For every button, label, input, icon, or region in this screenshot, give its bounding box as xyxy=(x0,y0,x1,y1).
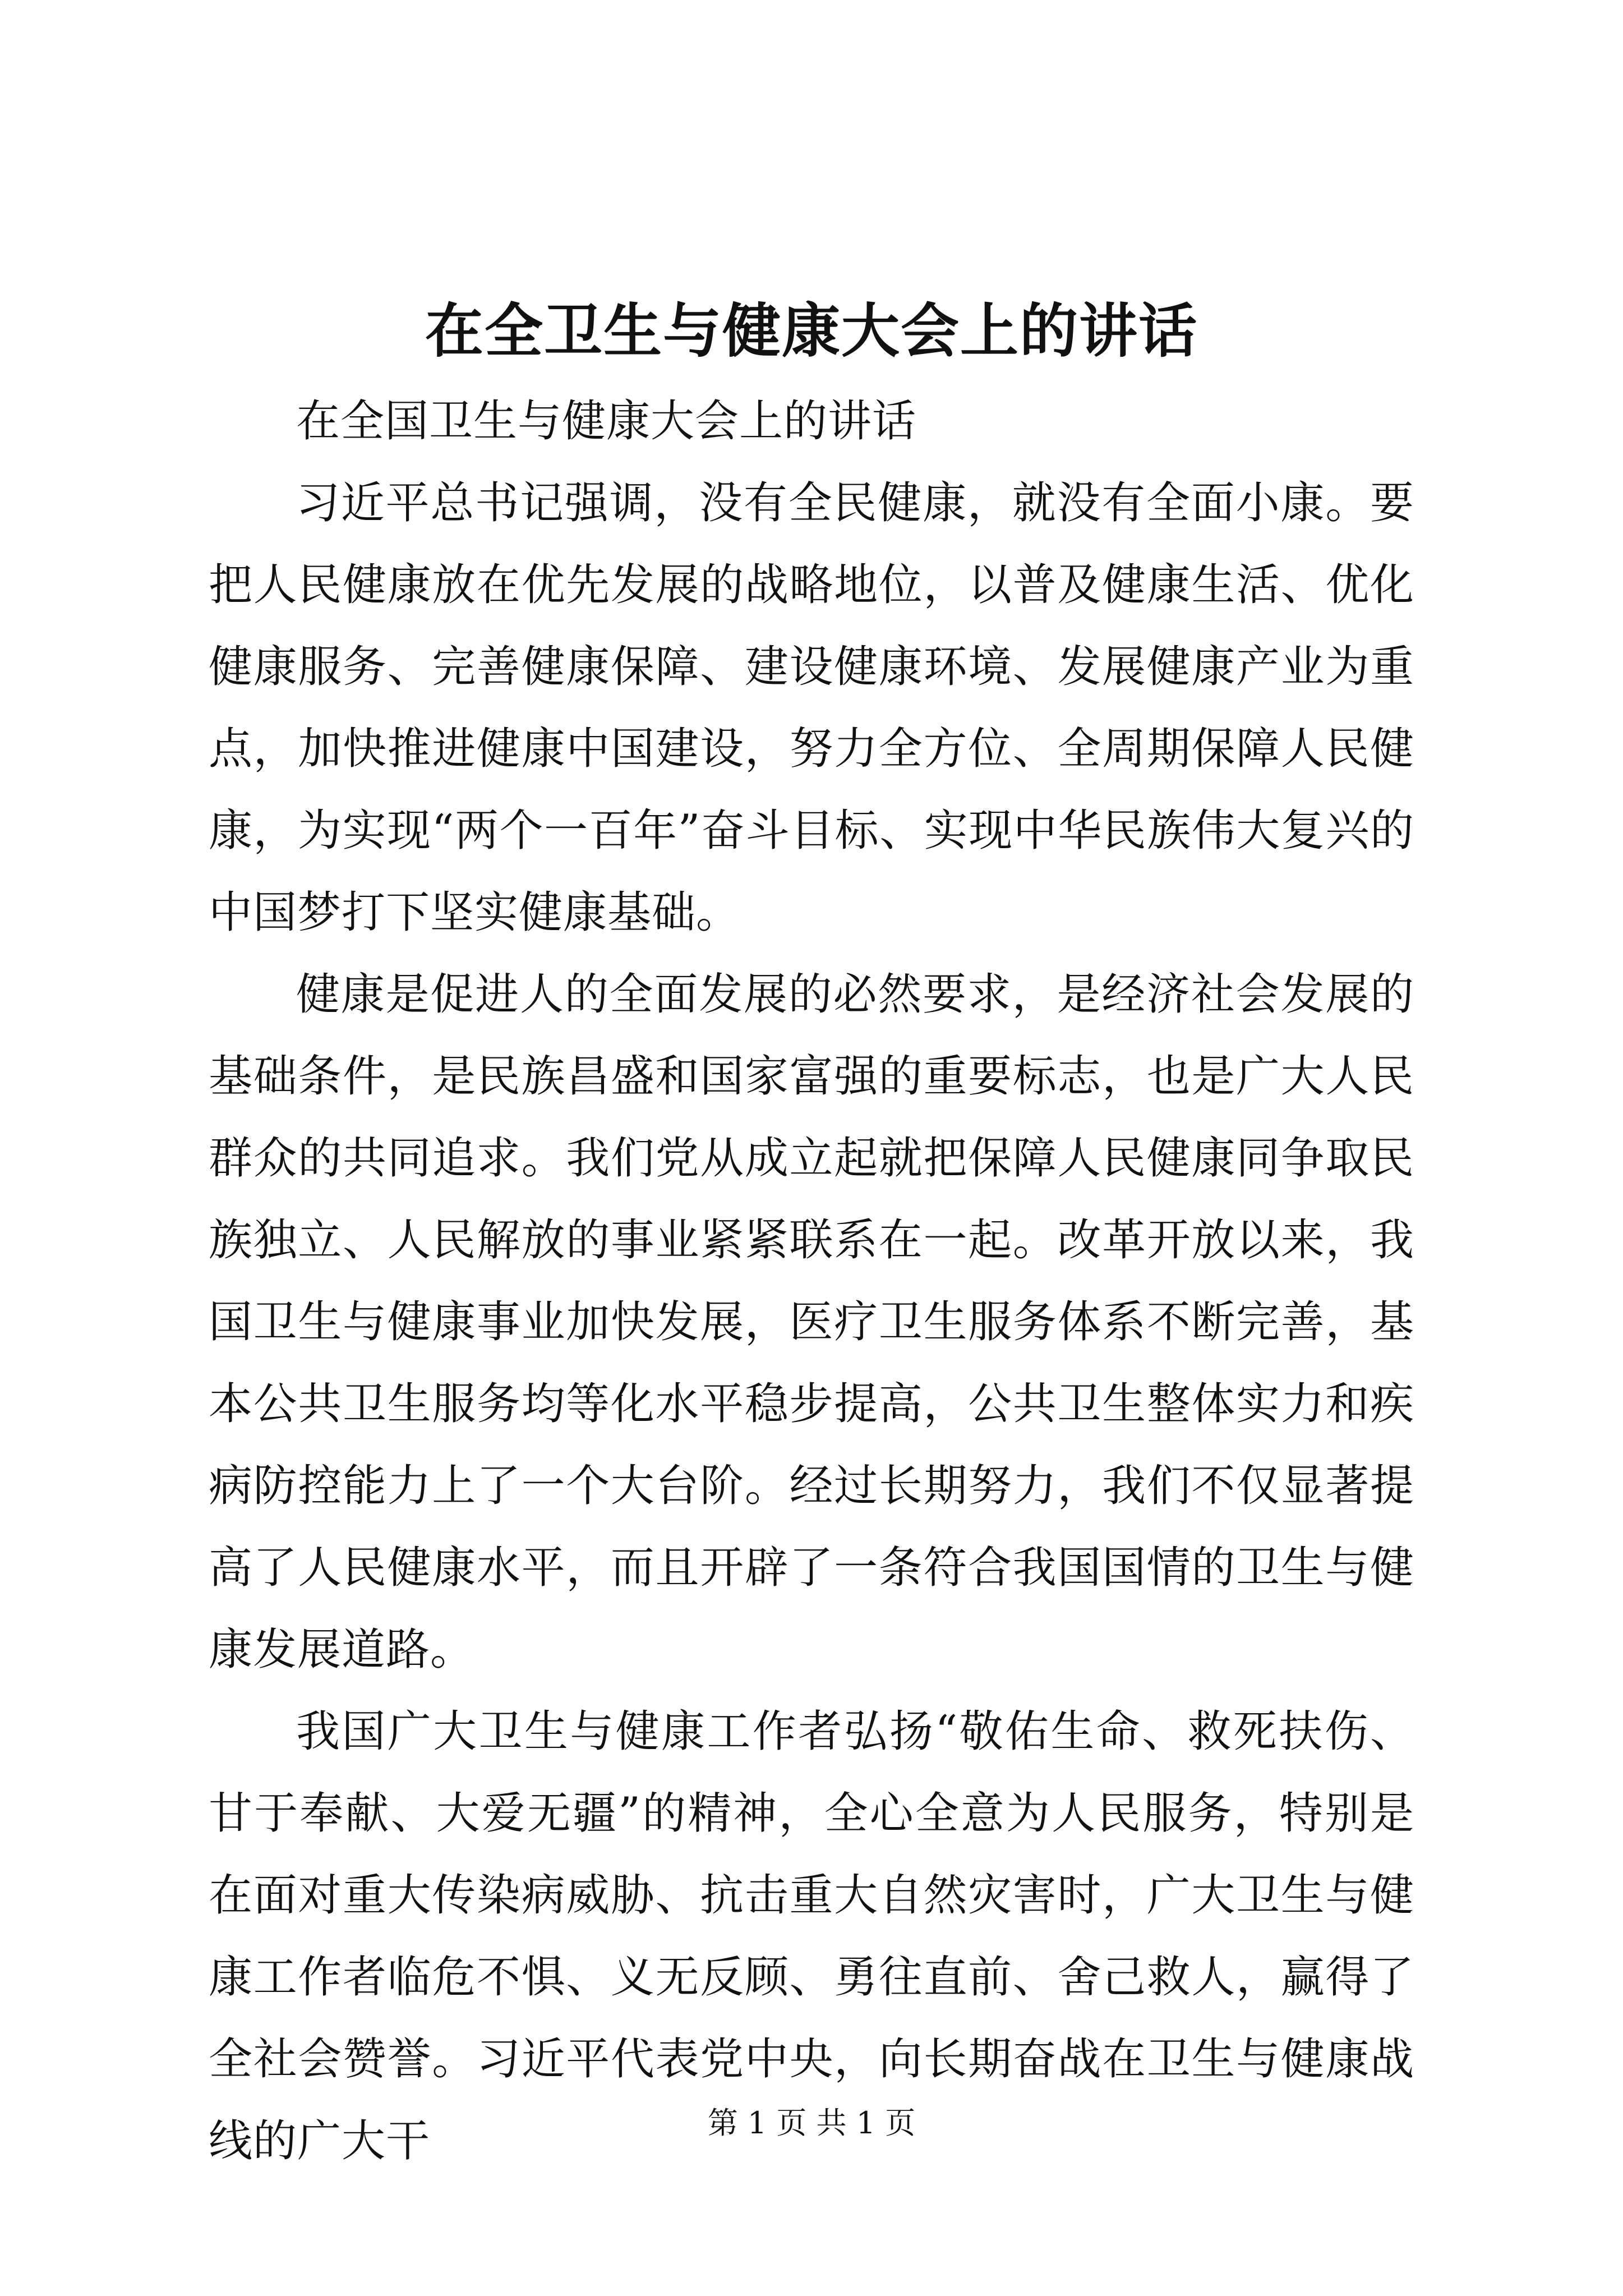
document-title: 在全卫生与健康大会上的讲话 xyxy=(425,296,1198,365)
page-footer: 第 1 页 共 1 页 xyxy=(707,2105,916,2141)
paragraph: 我国广大卫生与健康工作者弘扬“敬佑生命、救死扶伤、甘于奉献、大爱无疆”的精神，全心全意为人民服务，特别是在面对重大传染病威胁、抗击重大自然灾害时，广大卫生与健康工作者临危不惧、义无反顾、勇往直前、舍己救人，赢得了全社会赞誉。习近平代表党中央，向长期奋战在卫生与健康战线的广大干 xyxy=(209,1706,1414,2166)
paragraph: 习近平总书记强调，没有全民健康，就没有全面小康。要把人民健康放在优先发展的战略地位，以普及健康生活、优化健康服务、完善健康保障、建设健康环境、发展健康产业为重点，加快推进健康中国建设，努力全方位、全周期保障人民健康，为实现“两个一百年”奋斗目标、实现中华民族伟大复兴的中国梦打下坚实健康基础。 xyxy=(209,478,1414,938)
document-body xyxy=(209,380,1414,2182)
paragraph-subtitle: 在全国卫生与健康大会上的讲话 xyxy=(296,396,917,447)
paragraph: 健康是促进人的全面发展的必然要求，是经济社会发展的基础条件，是民族昌盛和国家富强的重要标志，也是广大人民群众的共同追求。我们党从成立起就把保障人民健康同争取民族独立、人民解放的事业紧紧联系在一起。改革开放以来，我国卫生与健康事业加快发展，医疗卫生服务体系不断完善，基本公共卫生服务均等化水平稳步提高，公共卫生整体实力和疾病防控能力上了一个大台阶。经过长期努力，我们不仅显著提高了人民健康水平，而且开辟了一条符合我国国情的卫生与健康发展道路。 xyxy=(209,969,1414,1675)
